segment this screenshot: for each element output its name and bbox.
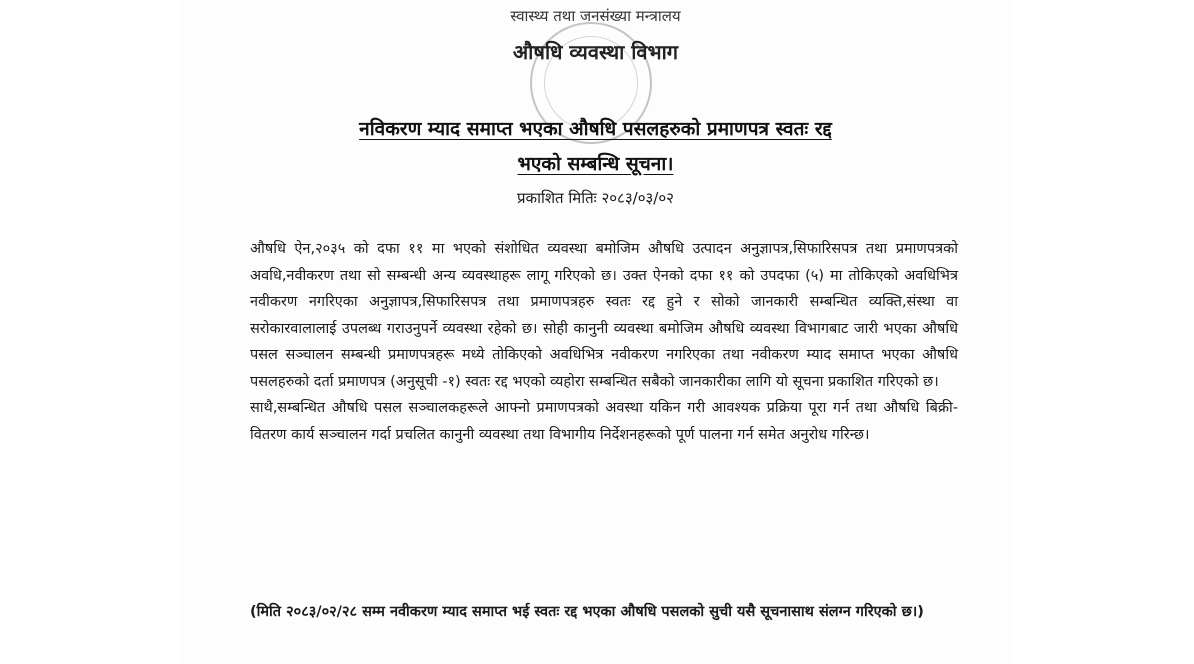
ministry-name: स्वास्थ्य तथा जनसंख्या मन्त्रालय xyxy=(510,7,681,25)
annex-note: (मिति २०८३/०२/२८ सम्म नवीकरण म्याद समाप्त भई स्वतः रद्द भएका औषधि पसलको सुची यसै सूचनासाथ संलग्न गरिएको छ।) xyxy=(250,604,924,620)
published-date: प्रकाशित मितिः २०८३/०३/०२ xyxy=(517,189,674,207)
notice-title-line1: नविकरण म्याद समाप्त भएका औषधि पसलहरुको प्रमाणपत्र स्वतः रद्द xyxy=(359,118,832,140)
department-name: औषधि व्यवस्था विभाग xyxy=(512,40,679,64)
body-paragraph-2: साथै,सम्बन्धित औषधि पसल सञ्चालकहरूले आफ्नो प्रमाणपत्रको अवस्था यकिन गरी आवश्यक प्रक्रिया पूरा गर्न तथा औषधि बिक्री-वितरण कार्य सञ्चालन गर्दा प्रचलित कानुनी व्यवस्था तथा विभागीय निर्देशनहरूको पूर्ण पालना गर्न समेत अनुरोध गरिन्छ। xyxy=(250,400,958,443)
notice-document xyxy=(178,0,1013,664)
notice-body xyxy=(250,236,958,448)
notice-title-line2: भएको सम्बन्धि सूचना। xyxy=(517,153,674,175)
body-paragraph-1: औषधि ऐन,२०३५ को दफा ११ मा भएको संशोधित व्यवस्था बमोजिम औषधि उत्पादन अनुज्ञापत्र,सिफारिसपत्र तथा प्रमाणपत्रको अवधि,नवीकरण तथा सो सम्बन्धी अन्य व्यवस्थाहरू लागू गरिएको छ। उक्त ऐनको दफा ११ को उपदफा (५) मा तोकिएको अवधिभित्र नवीकरण नगरिएका अनुज्ञापत्र,सिफारिसपत्र तथा प्रमाणपत्रहरु स्वतः रद्द हुने र सोको जानकारी सम्बन्धित व्यक्ति,संस्था वा सरोकारवालालाई उपलब्ध गराउनुपर्ने व्यवस्था रहेको छ। सोही कानुनी व्यवस्था बमोजिम औषधि व्यवस्था विभागबाट जारी भएका औषधि पसल सञ्चालन सम्बन्धी प्रमाणपत्रहरू मध्ये तोकिएको अवधिभित्र नवीकरण नगरिएका तथा नवीकरण म्याद समाप्त भएका औषधि पसलहरुको दर्ता प्रमाणपत्र (अनुसूची -१) स्वतः रद्द भएको व्यहोरा सम्बन्धित सबैको जानकारीका लागि यो सूचना प्रकाशित गरिएको छ। xyxy=(250,241,958,390)
